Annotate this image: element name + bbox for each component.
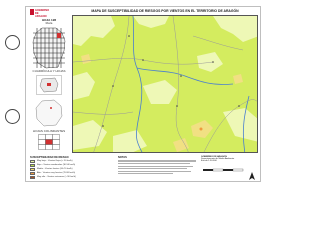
legend-swatch [30, 160, 35, 163]
legend-swatch [30, 164, 35, 167]
province-outline [34, 99, 64, 127]
north-arrow-icon [247, 172, 257, 180]
locator-label: CUADRÍCULA Y HOJAS [32, 69, 66, 73]
adjacent-sheets-inset [36, 75, 62, 95]
legend-item [30, 176, 116, 180]
note-line [118, 163, 190, 164]
binder-ring-top [5, 35, 20, 50]
inset-label: HOJAS COLINDANTES [32, 129, 66, 133]
logo-mark [30, 9, 34, 15]
logo-text [35, 9, 49, 18]
legend-label: Baja - Vientos moderados (30-50 km/h) [37, 164, 76, 166]
binder-ring-bottom [5, 109, 20, 124]
logo-line2: DE ARAGON [35, 12, 47, 18]
susceptibility-map [73, 16, 258, 153]
note-line [118, 166, 193, 167]
note-line [118, 171, 191, 172]
locator-grid-map [32, 27, 66, 69]
credit-text [201, 156, 259, 162]
legend-label: Alta - Vientos muy fuertes (70-90 km/h) [37, 172, 76, 174]
credit-title: GOBIERNO DE ARAGON [201, 156, 227, 158]
credits-block [201, 156, 259, 180]
note-line [118, 168, 187, 169]
map-title: MAPA DE SUSCEPTIBILIDAD DE RIESGOS POR VIENTOS EN EL TERRITORIO DE ARAGÓN [91, 9, 239, 13]
legend-label: Muy baja - Vientos flojos (< 30 km/h) [37, 160, 73, 162]
notes-title: NOTAS [118, 156, 127, 159]
notes-block [118, 156, 196, 180]
legend-swatch [30, 168, 35, 171]
legend-swatch [30, 176, 35, 179]
map-sheet [25, 6, 261, 182]
sheet-sequence-grid [38, 134, 60, 150]
legend-label: Muy alta - Vientos extremos (> 90 km/h) [37, 176, 76, 178]
scale-label: Escala 1:50.000 [201, 160, 217, 162]
sheet-number: HOJA 128 [41, 18, 57, 22]
note-line [118, 160, 196, 161]
legend-label: Media - Vientos fuertes (50-70 km/h) [37, 168, 73, 170]
note-line [118, 173, 173, 174]
gobierno-aragon-logo [30, 9, 50, 18]
legend-title: SUSCEPTIBILIDAD DE RIESGO [30, 156, 69, 159]
sheet-name: Riaza [45, 22, 53, 25]
logo-line1: GOBIERNO [35, 9, 50, 12]
side-panel [26, 7, 70, 157]
map-legend [30, 156, 116, 180]
main-map-frame [72, 15, 258, 153]
credit-subtitle: Departamento de Medio Ambiente [201, 158, 235, 160]
legend-swatch [30, 172, 35, 175]
current-sheet-marker [57, 33, 61, 38]
